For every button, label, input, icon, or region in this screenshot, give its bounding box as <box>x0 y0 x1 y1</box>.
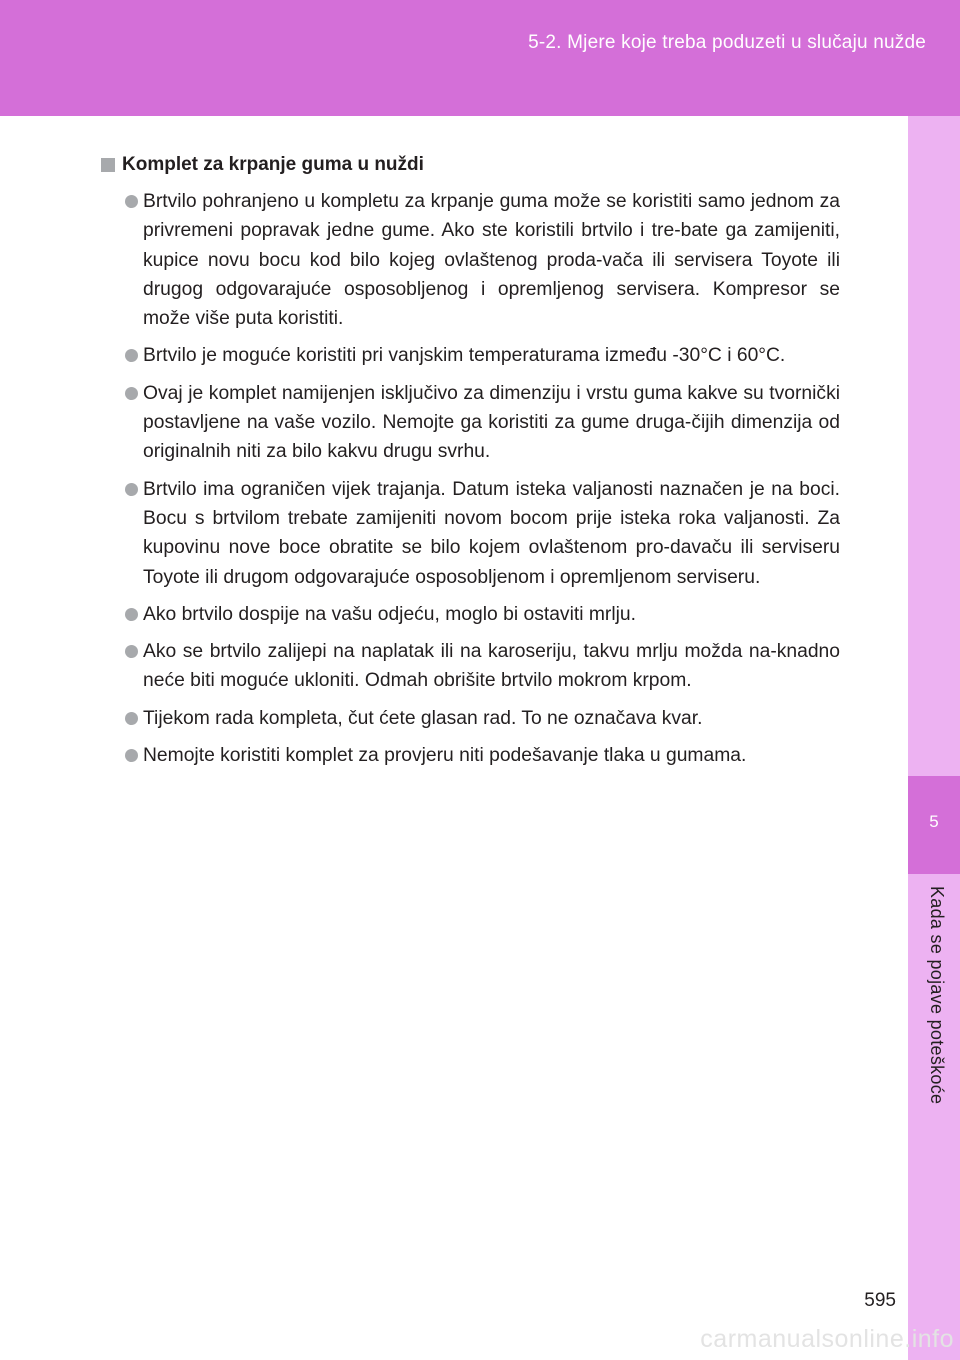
square-bullet-icon <box>101 158 115 172</box>
list-item-text: Ako brtvilo dospije na vašu odjeću, moglo bi ostaviti mrlju. <box>143 603 636 625</box>
list-item <box>101 600 840 629</box>
bullet-list <box>101 187 840 770</box>
list-item-text: Nemojte koristiti komplet za provjeru niti podešavanje tlaka u gumama. <box>143 745 747 767</box>
list-item <box>101 637 840 696</box>
list-item <box>101 187 840 333</box>
round-bullet-icon <box>125 645 138 658</box>
list-item <box>101 341 840 370</box>
section-header-title: 5-2. Mjere koje treba poduzeti u slučaju nužde <box>528 32 926 53</box>
list-item <box>101 379 840 467</box>
round-bullet-icon <box>125 749 138 762</box>
header-bar <box>0 0 960 116</box>
round-bullet-icon <box>125 712 138 725</box>
chapter-number: 5 <box>929 812 939 831</box>
list-item <box>101 741 840 770</box>
watermark: carmanualsonline.info <box>700 1325 954 1353</box>
list-item-text: Brtvilo ima ograničen vijek trajanja. Datum isteka valjanosti naznačen je na boci. Bocu s brtvilom trebate zamijeniti novom bocom prije isteka roka valjanosti. Za kupovinu nove boce obratite se bilo kojem ovlaštenom pro-davaču ili serviseru Toyote ili drugom odgovarajuće osposobljenom i opremljenom serviseru. <box>143 478 840 588</box>
list-item <box>101 704 840 733</box>
round-bullet-icon <box>125 349 138 362</box>
chapter-side-tab <box>908 116 960 1360</box>
round-bullet-icon <box>125 387 138 400</box>
list-item-text: Brtvilo pohranjeno u kompletu za krpanje guma može se koristiti samo jednom za privremeni popravak jedne gume. Ako ste koristili brtvilo i tre-bate ga zamijeniti, kupice novu bocu kod bilo kojeg ovlaštenog proda-vača ili servisera Toyote ili drugog odgovarajuće osposobljenog i opremljenog servisera. Kompresor se može više puta koristiti. <box>143 191 840 330</box>
page-number: 595 <box>864 1290 896 1311</box>
list-item-text: Ovaj je komplet namijenjen isključivo za dimenziju i vrstu guma kakve su tvornički postavljene na vaše vozilo. Nemojte ga koristiti za gume druga-čijih dimenzija od originalnih niti za bilo kakvu drugu svrhu. <box>143 382 840 463</box>
main-content <box>101 152 840 778</box>
round-bullet-icon <box>125 195 138 208</box>
chapter-title-vertical: Kada se pojave poteškoće <box>927 886 947 1105</box>
list-item-text: Ako se brtvilo zalijepi na naplatak ili na karoseriju, takvu mrlju možda na-knadno neće biti moguće ukloniti. Odmah obrišite brtvilo mokrom krpom. <box>143 641 840 692</box>
chapter-number-box <box>908 776 960 874</box>
section-heading <box>101 152 840 178</box>
round-bullet-icon <box>125 483 138 496</box>
section-heading-text: Komplet za krpanje guma u nuždi <box>122 154 424 175</box>
round-bullet-icon <box>125 608 138 621</box>
list-item <box>101 475 840 592</box>
list-item-text: Tijekom rada kompleta, čut ćete glasan rad. To ne označava kvar. <box>143 707 703 729</box>
list-item-text: Brtvilo je moguće koristiti pri vanjskim temperaturama između -30°C i 60°C. <box>143 345 786 367</box>
